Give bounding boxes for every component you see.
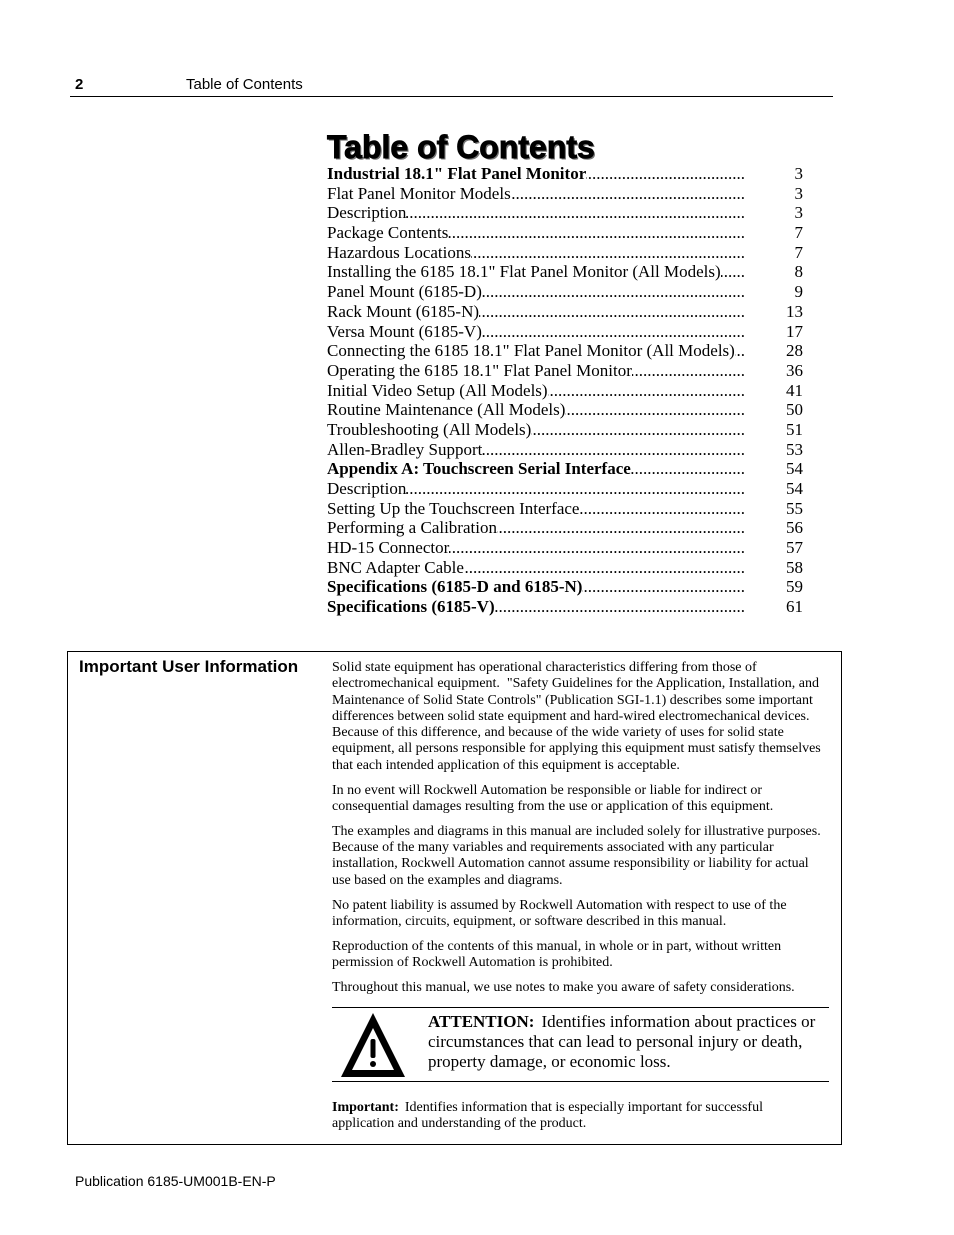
toc-entry-main: [327, 440, 745, 460]
toc-entry-title: Troubleshooting (All Models): [327, 419, 532, 439]
user-info-paragraph: [332, 660, 832, 774]
toc-entry-title: Installing the 6185 18.1" Flat Panel Monitor (All Models): [327, 262, 721, 282]
toc-entry-page: 9: [794, 282, 803, 302]
toc-entry-main: [327, 459, 745, 479]
toc-entry-main: [327, 341, 745, 361]
toc-entry-page: 28: [786, 341, 803, 361]
paragraph-line: consequential damages resulting from the use or application of this equipment.: [332, 798, 774, 814]
toc-entry-page: 54: [786, 459, 803, 479]
important-user-information-box: [67, 651, 842, 1145]
attention-label: ATTENTION:: [428, 1012, 535, 1031]
toc-dot-leader: [565, 400, 745, 420]
toc-entry-title: HD-15 Connector: [327, 538, 450, 558]
attention-line: [428, 1012, 815, 1032]
toc-dot-leader: [579, 499, 745, 519]
toc-dot-leader: [721, 262, 745, 282]
paragraph-line: No patent liability is assumed by Rockwell Automation with respect to use of the: [332, 897, 787, 913]
toc-entry-main: [327, 499, 745, 519]
user-info-paragraph: [332, 783, 832, 816]
toc-entry-page: 7: [794, 223, 803, 243]
toc-entry-page: 56: [786, 518, 803, 538]
toc-entry-main: [327, 577, 745, 597]
paragraph-line: permission of Rockwell Automation is prohibited.: [332, 955, 613, 970]
paragraph-line: installation, Rockwell Automation cannot assume responsibility or liability for actual: [332, 856, 809, 872]
toc-dot-leader: [464, 558, 745, 578]
toc-entry-title: Description: [327, 479, 407, 498]
toc-entry: [327, 459, 803, 479]
paragraph-line: Because of this difference, and because of the wide variety of uses for solid state: [332, 725, 784, 740]
paragraph-line: The examples and diagrams in this manual are included solely for illustrative purposes.: [332, 823, 821, 839]
toc-entry: [327, 203, 803, 223]
important-text-line: application and understanding of the product.: [332, 1116, 587, 1132]
toc-entry-title: Hazardous Locations: [327, 242, 471, 262]
toc-entry: [327, 400, 803, 420]
toc-entry-main: [327, 400, 745, 420]
toc-entry-page: 53: [786, 439, 803, 459]
toc-entry-main: [327, 381, 745, 401]
paragraph-line: Reproduction of the contents of this manual, in whole or in part, without written: [332, 938, 782, 954]
paragraph-line: differences between solid state equipment and hard-wired electromechanical devices.: [332, 708, 810, 724]
toc-entry: [327, 361, 803, 381]
toc-entry-main: [327, 302, 745, 322]
user-info-paragraph: [332, 898, 832, 931]
attention-text-line: Identifies information about practices or: [541, 1012, 816, 1031]
user-information-text: [332, 660, 832, 1005]
toc-entry-title: Flat Panel Monitor Models: [327, 183, 511, 203]
toc-entry-title: Description: [327, 203, 407, 223]
important-text-line: Identifies information that is especially important for successful: [404, 1100, 763, 1115]
page-number: 2: [75, 76, 84, 93]
toc-entry-title: Appendix A: Touchscreen Serial Interface: [327, 459, 631, 479]
toc-entry-title: Connecting the 6185 18.1" Flat Panel Monitor (All Models): [327, 341, 735, 361]
toc-dot-leader: [548, 381, 745, 401]
table-of-contents: [327, 164, 803, 617]
toc-entry: [327, 164, 803, 184]
toc-entry-main: [327, 479, 745, 499]
toc-entry-main: [327, 184, 745, 204]
toc-entry-page: 36: [786, 360, 803, 380]
toc-entry: [327, 302, 803, 322]
toc-dot-leader: [479, 302, 745, 322]
paragraph-line: In no event will Rockwell Automation be responsible or liable for indirect or: [332, 782, 763, 798]
page-title: Table of Contents: [327, 129, 595, 165]
toc-dot-leader: [497, 518, 745, 538]
toc-dot-leader: [482, 322, 745, 342]
attention-line: [428, 1032, 815, 1052]
toc-dot-leader: [406, 479, 745, 499]
toc-entry: [327, 538, 803, 558]
toc-entry-page: 8: [794, 262, 803, 282]
toc-entry-page: 51: [786, 419, 803, 439]
running-header-title: Table of Contents: [186, 76, 303, 93]
toc-dot-leader: [586, 164, 745, 184]
toc-entry-title: Package Contents: [327, 223, 449, 243]
toc-entry-main: [327, 243, 745, 263]
exclamation-bar: [371, 1039, 376, 1058]
toc-entry-title: BNC Adapter Cable: [327, 557, 464, 577]
toc-entry-main: [327, 203, 745, 223]
paragraph-line: equipment, all persons responsible for applying this equipment must satisfy themselves: [332, 741, 821, 757]
paragraph-line: information, circuits, equipment, or software described in this manual.: [332, 913, 727, 929]
paragraph-line: use based on the examples and diagrams.: [332, 872, 563, 888]
header-rule: [70, 96, 833, 97]
important-label: Important:: [332, 1100, 399, 1115]
toc-entry-main: [327, 223, 745, 243]
user-info-paragraph: [332, 824, 832, 889]
toc-entry-page: 55: [786, 498, 803, 518]
toc-entry-main: [327, 420, 745, 440]
attention-text-line: property damage, or economic loss.: [428, 1052, 671, 1071]
attention-notice: [332, 1007, 829, 1082]
toc-entry: [327, 499, 803, 519]
toc-dot-leader: [406, 203, 745, 223]
toc-entry-title: Panel Mount (6185-D): [327, 282, 482, 302]
toc-entry-main: [327, 282, 745, 302]
toc-entry: [327, 262, 803, 282]
attention-line: [428, 1052, 815, 1072]
important-note: [332, 1100, 763, 1133]
toc-entry-title: Operating the 6185 18.1" Flat Panel Monitor: [327, 360, 632, 380]
toc-entry-page: 59: [786, 577, 803, 597]
toc-entry-title: Routine Maintenance (All Models): [327, 400, 566, 420]
toc-entry-main: [327, 164, 745, 184]
toc-entry: [327, 243, 803, 263]
toc-entry-page: 54: [786, 479, 803, 498]
toc-entry-title: Specifications (6185-D and 6185-N): [327, 577, 583, 597]
toc-entry: [327, 597, 803, 617]
important-line: [332, 1100, 763, 1116]
toc-entry-title: Setting Up the Touchscreen Interface: [327, 498, 580, 518]
toc-entry-page: 17: [786, 321, 803, 341]
attention-text-line: circumstances that can lead to personal injury or death,: [428, 1032, 803, 1051]
user-info-paragraph: [332, 980, 832, 996]
paragraph-line: Maintenance of Solid State Controls" (Publication SGI-1.1) describes some important: [332, 692, 813, 708]
paragraph-line: Because of the many variables and requirements associated with any particular: [332, 840, 774, 855]
warning-triangle-icon: [340, 1012, 406, 1078]
toc-entry: [327, 518, 803, 538]
toc-entry-title: Industrial 18.1" Flat Panel Monitor: [327, 164, 587, 183]
exclamation-dot: [370, 1061, 376, 1067]
attention-text: [428, 1012, 815, 1072]
publication-number: Publication 6185-UM001B-EN-P: [75, 1173, 276, 1189]
toc-entry-page: 41: [786, 380, 803, 400]
toc-entry-title: Versa Mount (6185-V): [327, 321, 482, 341]
toc-entry-title: Performing a Calibration: [327, 518, 497, 538]
important-line: [332, 1116, 763, 1132]
toc-entry: [327, 282, 803, 302]
paragraph-line: that each intended application of this equipment is acceptable.: [332, 757, 680, 773]
toc-entry-page: 3: [794, 203, 803, 223]
toc-entry-title: Initial Video Setup (All Models): [327, 380, 548, 400]
toc-dot-leader: [471, 243, 745, 263]
toc-entry: [327, 341, 803, 361]
toc-entry-page: 61: [786, 597, 803, 617]
user-info-paragraph: [332, 939, 832, 972]
toc-dot-leader: [531, 420, 745, 440]
toc-entry-main: [327, 597, 745, 617]
toc-dot-leader: [582, 577, 745, 597]
toc-entry: [327, 322, 803, 342]
toc-entry-page: 3: [794, 183, 803, 203]
toc-entry-main: [327, 558, 745, 578]
toc-dot-leader: [495, 597, 745, 617]
toc-dot-leader: [482, 440, 745, 460]
toc-entry-main: [327, 322, 745, 342]
toc-entry-page: 50: [786, 400, 803, 420]
toc-dot-leader: [449, 538, 745, 558]
toc-entry-main: [327, 538, 745, 558]
toc-entry: [327, 577, 803, 597]
toc-entry-main: [327, 361, 745, 381]
toc-entry-title: Specifications (6185-V): [327, 597, 495, 617]
toc-dot-leader: [448, 223, 745, 243]
box-heading: Important User Information: [79, 657, 299, 676]
toc-entry-page: 3: [794, 164, 803, 183]
toc-entry: [327, 381, 803, 401]
toc-entry: [327, 558, 803, 578]
toc-entry: [327, 223, 803, 243]
toc-entry: [327, 440, 803, 460]
toc-entry-title: Allen-Bradley Support: [327, 439, 483, 459]
toc-entry-main: [327, 262, 745, 282]
toc-entry-page: 13: [786, 301, 803, 321]
toc-entry-page: 7: [794, 242, 803, 262]
toc-dot-leader: [631, 459, 745, 479]
toc-entry: [327, 420, 803, 440]
toc-entry-page: 58: [786, 557, 803, 577]
toc-entry-main: [327, 518, 745, 538]
toc-dot-leader: [735, 341, 745, 361]
toc-entry-title: Rack Mount (6185-N): [327, 301, 480, 321]
paragraph-line: Solid state equipment has operational characteristics differing from those of: [332, 660, 757, 675]
toc-dot-leader: [632, 361, 745, 381]
toc-entry-page: 57: [786, 538, 803, 558]
toc-dot-leader: [482, 282, 745, 302]
toc-entry: [327, 479, 803, 499]
toc-dot-leader: [511, 184, 745, 204]
toc-entry: [327, 184, 803, 204]
paragraph-line: electromechanical equipment. "Safety Guidelines for the Application, Installation, and: [332, 676, 820, 692]
paragraph-line: Throughout this manual, we use notes to make you aware of safety considerations.: [332, 980, 795, 995]
